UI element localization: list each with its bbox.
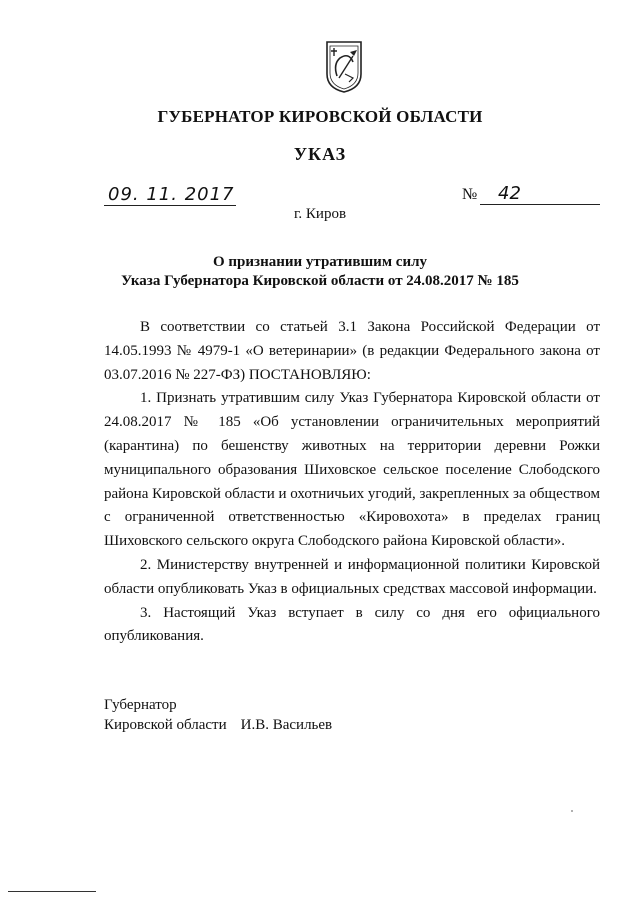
document-type-heading: УКАЗ — [293, 144, 347, 164]
preamble-paragraph: В соответствии со статьей 3.1 Закона Российской Федерации от 14.05.1993 № 4979-1 «О ветеринарии» (в редакции Федерального закона от 03.07.2016 № 227-ФЗ) ПОСТАНОВЛЯЮ: — [104, 319, 600, 383]
signatory-name: И.В. Васильев — [240, 717, 333, 733]
document-title — [0, 253, 640, 291]
item-2-paragraph: 2. Министерству внутренней и информационной политики Кировской области опубликовать Указ в официальных средствах массовой информации. — [104, 556, 600, 597]
item-1-paragraph: 1. Признать утратившим силу Указ Губернатора Кировской области от 24.08.2017 № 185 «Об установлении ограничительных мероприятий (карантина) по бешенству животных на территории деревни Рожки муниципального образования Шиховское сельское поселение Слободского района Кировской области и охотничьих угодий, закрепленных за обществом с ограниченной ответственностью «Кировохота» в пределах границ Шиховского сельского округа Слободского района Кировской области». — [104, 390, 600, 550]
signature-block — [104, 695, 332, 735]
authority-heading: ГУБЕРНАТОР КИРОВСКОЙ ОБЛАСТИ — [157, 107, 483, 126]
signatory-position-line-1: Губернатор — [104, 697, 177, 713]
document-number: 42 — [480, 184, 600, 205]
kirov-oblast-coat-of-arms-icon — [323, 38, 365, 94]
item-3-paragraph: 3. Настоящий Указ вступает в силу со дня его официального опубликования. — [104, 604, 600, 645]
number-sign: № — [462, 186, 478, 203]
footnote-divider — [8, 891, 96, 892]
document-city: г. Киров — [293, 206, 347, 222]
signatory-position-line-2: Кировской области — [104, 717, 227, 733]
scan-speck — [571, 810, 573, 812]
document-body — [104, 316, 600, 649]
title-line-2: Указа Губернатора Кировской области от 24.08.2017 № 185 — [121, 273, 519, 289]
document-number-field — [462, 185, 600, 205]
document-date: 09. 11. 2017 — [104, 185, 236, 206]
title-line-1: О признании утратившим силу — [213, 254, 427, 270]
